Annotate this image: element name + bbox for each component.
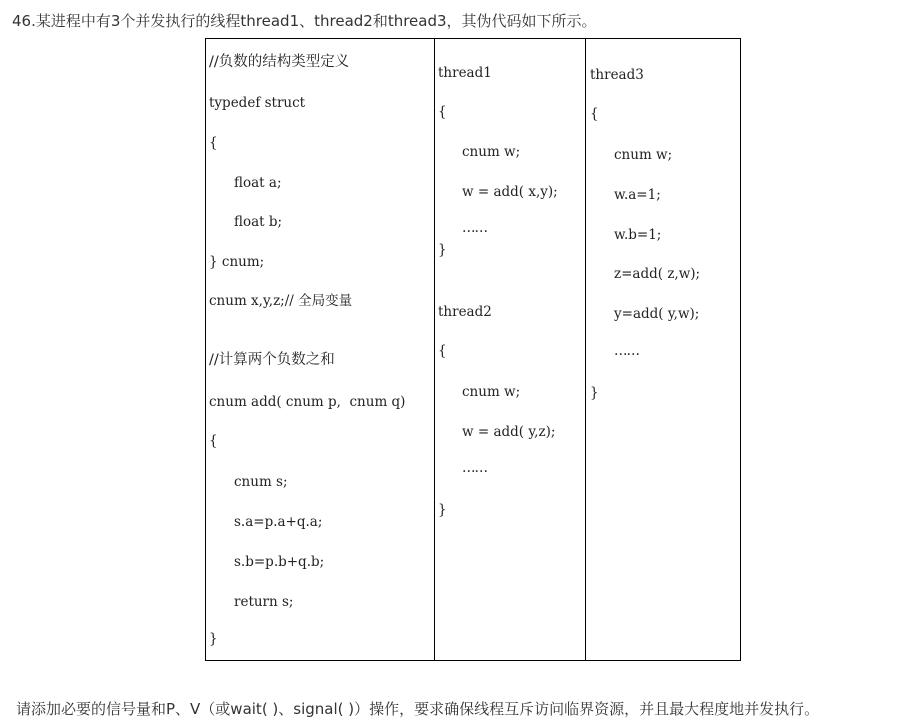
- code-line: }: [209, 631, 218, 647]
- code-line: cnum s;: [234, 474, 288, 490]
- code-line: ……: [462, 220, 487, 236]
- code-line: float b;: [234, 214, 283, 230]
- code-line: {: [438, 343, 447, 359]
- code-line: y=add( y,w);: [614, 306, 700, 322]
- code-line: cnum add( cnum p, cnum q): [209, 394, 406, 410]
- code-line: cnum x,y,z;// 全局变量: [209, 293, 353, 309]
- code-table: [205, 38, 741, 661]
- code-column-thread1-thread2: [435, 39, 586, 660]
- code-line: //负数的结构类型定义: [209, 54, 350, 70]
- question-title: 46.某进程中有3个并发执行的线程thread1、thread2和thread3，其伪代码如下所示。: [12, 12, 597, 30]
- code-line: {: [209, 433, 218, 449]
- code-line: cnum w;: [614, 147, 673, 163]
- code-line: z=add( z,w);: [614, 266, 701, 282]
- code-line: //计算两个负数之和: [209, 352, 335, 368]
- code-line: s.a=p.a+q.a;: [234, 514, 323, 530]
- code-line: w = add( y,z);: [462, 424, 556, 440]
- code-line: }: [438, 502, 447, 518]
- code-line: }: [590, 385, 599, 401]
- code-line: thread2: [438, 304, 492, 320]
- code-line: w.b=1;: [614, 227, 662, 243]
- code-line: cnum w;: [462, 384, 521, 400]
- code-line: thread1: [438, 65, 492, 81]
- code-line: w = add( x,y);: [462, 184, 558, 200]
- code-column-thread3: [586, 39, 741, 660]
- code-line: return s;: [234, 594, 294, 610]
- code-line: s.b=p.b+q.b;: [234, 554, 325, 570]
- code-line: {: [438, 104, 447, 120]
- code-line: ……: [462, 460, 487, 476]
- code-line: w.a=1;: [614, 187, 661, 203]
- question-instruction: 请添加必要的信号量和P、V（或wait( )、signal( )）操作，要求确保线程互斥访问临界资源，并且最大程度地并发执行。: [16, 700, 820, 718]
- code-line: {: [209, 135, 218, 151]
- code-line: float a;: [234, 175, 282, 191]
- code-column-struct: [206, 39, 435, 660]
- code-line: {: [590, 106, 599, 122]
- code-line: thread3: [590, 67, 644, 83]
- code-line: }: [438, 242, 447, 258]
- code-line: typedef struct: [209, 95, 306, 111]
- code-line: cnum w;: [462, 144, 521, 160]
- code-line: } cnum;: [209, 254, 265, 270]
- code-line: ……: [614, 343, 639, 359]
